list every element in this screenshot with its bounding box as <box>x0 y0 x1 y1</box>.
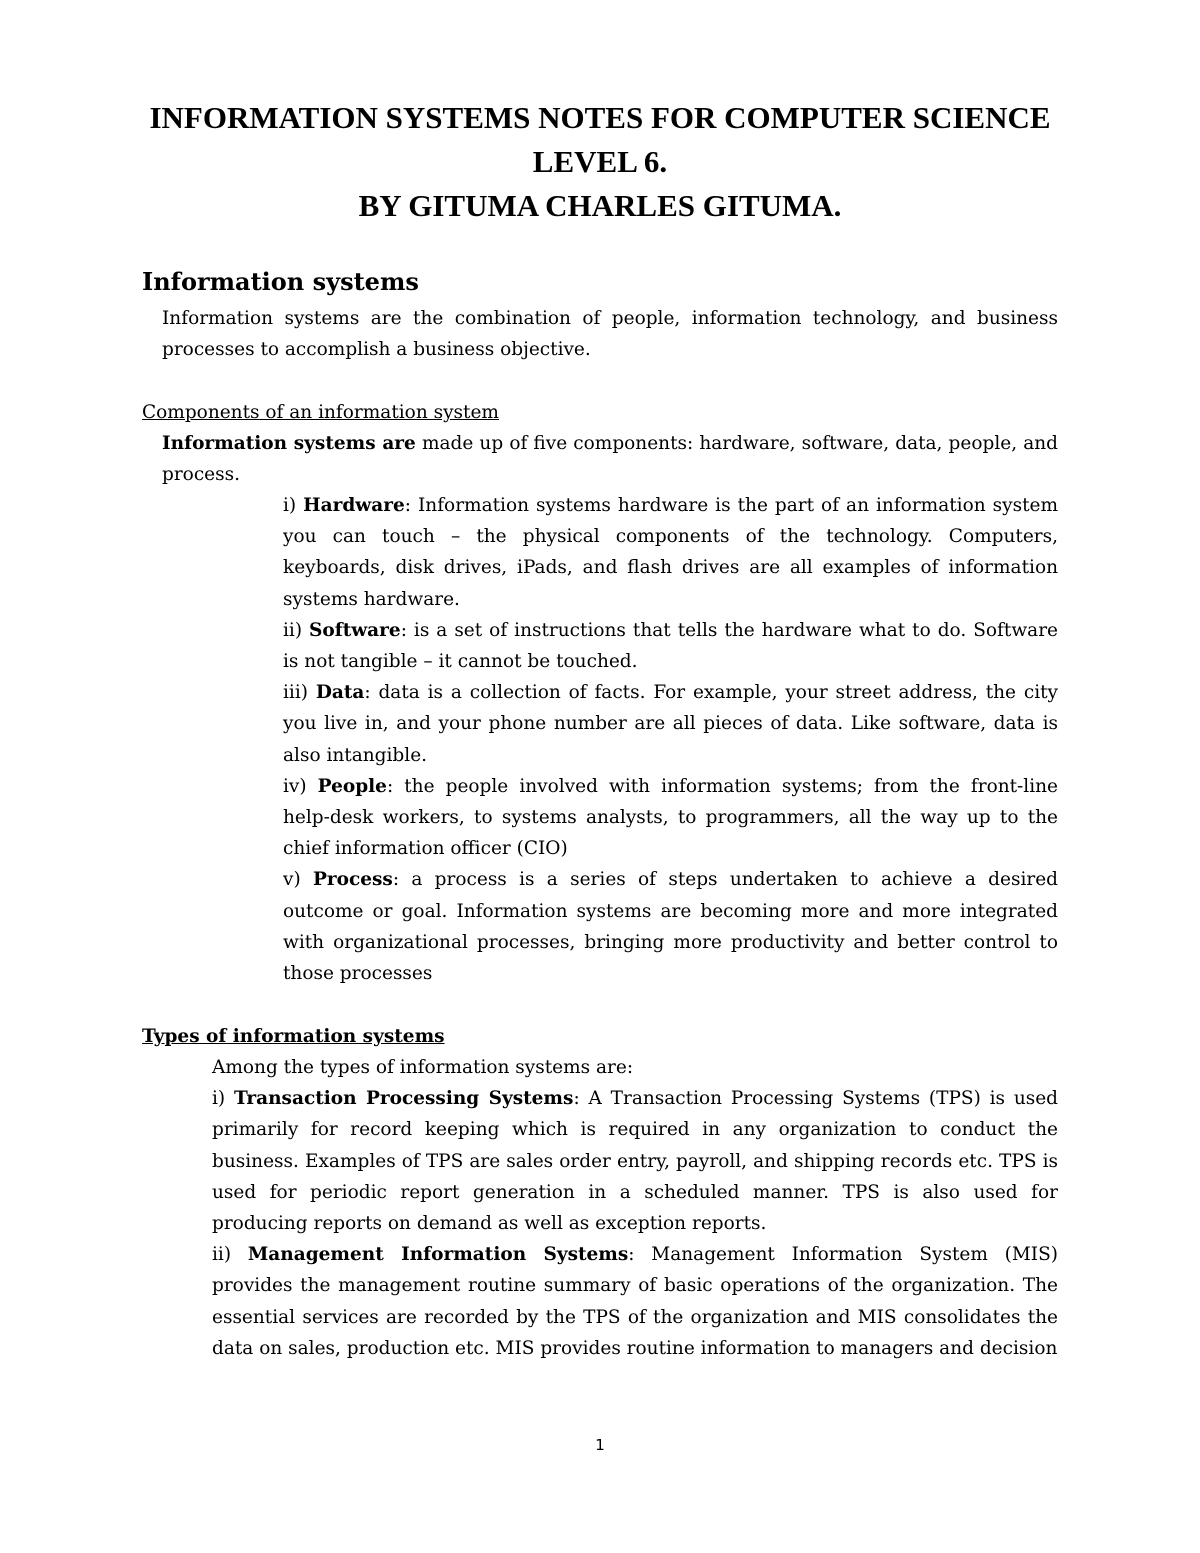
intro-paragraph: Information systems are the combination of people, information technology, and business processes to accomplish a business objective. <box>162 308 1058 361</box>
list-item-term: Process <box>312 869 393 891</box>
types-intro: Among the types of information systems are: <box>212 1057 634 1078</box>
components-list <box>283 490 1058 989</box>
list-item-text: : data is a collection of facts. For example, your street address, the city you live in, and your phone number are all pieces of data. Like software, data is also intangible. <box>283 682 1058 766</box>
list-item-prefix: ii) <box>212 1244 248 1266</box>
list-item-term: Software <box>309 619 401 641</box>
component-item-software <box>283 615 1058 677</box>
component-item-hardware <box>283 490 1058 615</box>
list-item-prefix: v) <box>283 869 313 891</box>
list-item-prefix: i) <box>212 1088 234 1110</box>
list-item-term: Transaction Processing Systems <box>233 1088 574 1110</box>
list-item-term: People <box>317 775 387 797</box>
components-lead-text: made up of five components: hardware, software, data, people, and process. <box>162 433 1058 486</box>
document-title-line-3: BY GITUMA CHARLES GITUMA. <box>358 188 842 223</box>
component-item-process <box>283 864 1058 989</box>
document-title-line-1: INFORMATION SYSTEMS NOTES FOR COMPUTER SCIENCE <box>149 100 1051 135</box>
list-item-text: : the people involved with information systems; from the front-line help-desk workers, to systems analysts, to programmers, all the way up to the chief information officer (CIO) <box>283 775 1059 860</box>
list-item-prefix: iv) <box>283 775 318 797</box>
section-heading-information-systems: Information systems <box>142 267 419 296</box>
page-number: 1 <box>595 1436 605 1454</box>
list-item-text: : is a set of instructions that tells the hardware what to do. Software is not tangible – it cannot be touched. <box>283 619 1058 673</box>
list-item-prefix: ii) <box>283 619 310 641</box>
type-item-mis <box>212 1239 1058 1364</box>
components-lead-paragraph <box>162 428 1058 490</box>
list-item-text: : a process is a series of steps undertaken to achieve a desired outcome or goal. Information systems are becoming more and more integrated with organizational processes, bringing more productivity and better control to those processes <box>283 869 1058 985</box>
document-title-line-2: LEVEL 6. <box>532 144 668 179</box>
type-item-tps <box>212 1083 1058 1239</box>
list-item-term: Data <box>315 682 365 704</box>
types-heading: Types of information systems <box>142 1026 445 1047</box>
components-lead-bold: Information systems are <box>162 433 416 454</box>
types-list <box>212 1052 1058 1364</box>
list-item-text: : A Transaction Processing Systems (TPS) is used primarily for record keeping which is required in any organization to conduct the business. Examples of TPS are sales order entry, payroll, and shipping records etc. TPS is used for periodic report generation in a scheduled manner. TPS is also used for producing reports on demand as well as exception reports. <box>212 1088 1059 1235</box>
list-item-text: : Management Information System (MIS) provides the management routine summary of basic operations of the organization. The essential services are recorded by the TPS of the organization and MIS consolidates the data on sales, production etc. MIS provides routine information to managers and decision <box>212 1244 1059 1359</box>
list-item-text: : Information systems hardware is the part of an information system you can touch – the physical components of the technology. Computers, keyboards, disk drives, iPads, and flash drives are all examples of information systems hardware. <box>283 495 1059 610</box>
list-item-prefix: i) <box>283 495 304 516</box>
component-item-data <box>283 677 1058 771</box>
list-item-term: Management Information Systems <box>247 1244 629 1266</box>
list-item-term: Hardware <box>303 495 405 516</box>
components-subheading: Components of an information system <box>142 402 499 423</box>
component-item-people <box>283 771 1058 865</box>
list-item-prefix: iii) <box>283 682 316 704</box>
